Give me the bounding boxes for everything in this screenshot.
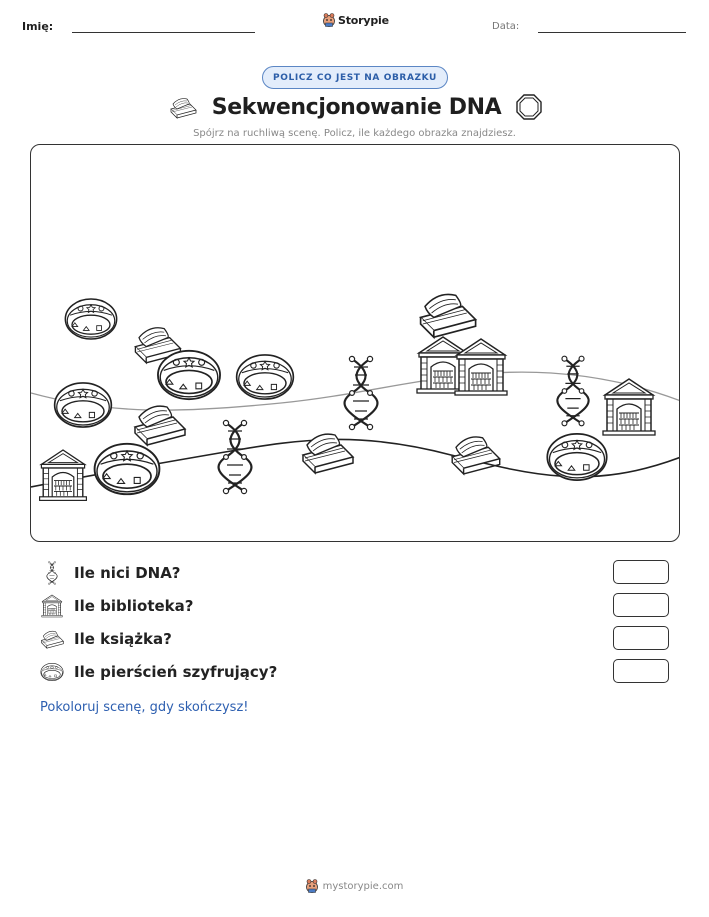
cipher-ring-icon [40, 662, 64, 682]
dna-icon [345, 356, 378, 429]
scene-illustration [31, 145, 680, 542]
library-icon [40, 450, 87, 500]
busy-scene [30, 144, 680, 542]
cipher-ring-icon [55, 383, 112, 427]
storypie-mascot-icon [323, 13, 335, 27]
storypie-mascot-icon [306, 879, 318, 893]
library-icon [603, 379, 655, 435]
brand-logo [323, 13, 389, 27]
coloring-note: Pokoloruj scenę, gdy skończysz! [40, 700, 249, 715]
cipher-ring-icon [547, 434, 606, 480]
activity-badge: POLICZ CO JEST NA OBRAZKU [262, 66, 448, 89]
question-text: Ile biblioteka? [74, 597, 194, 615]
answer-box-dna[interactable] [613, 560, 669, 584]
book-icon [135, 406, 185, 445]
name-label: Imię: [22, 20, 54, 33]
question-text: Ile książka? [74, 630, 172, 648]
cipher-ring-icon [158, 351, 220, 399]
answer-box-library[interactable] [613, 593, 669, 617]
date-label: Data: [492, 21, 520, 32]
question-row-dna [40, 561, 670, 585]
name-input-line[interactable] [72, 32, 255, 33]
instructions: Spójrz na ruchliwą scenę. Policz, ile każdego obrazka znajdziesz. [193, 128, 516, 139]
cipher-ring-icon [95, 444, 160, 494]
book-icon [452, 437, 500, 474]
title-row [168, 92, 543, 122]
date-input-line[interactable] [538, 32, 686, 33]
cipher-ring-icon [65, 299, 116, 339]
book-icon [421, 294, 476, 337]
question-text: Ile nici DNA? [74, 564, 181, 582]
brand-name: Storypie [338, 13, 389, 27]
library-icon [455, 339, 507, 395]
cipher-ring-icon [237, 355, 294, 399]
dna-icon [45, 561, 59, 585]
book-icon [40, 629, 64, 649]
answer-box-book[interactable] [613, 626, 669, 650]
dna-icon [557, 356, 588, 426]
library-icon [41, 594, 63, 618]
question-row-library [40, 594, 670, 618]
stop-sign-icon [515, 93, 543, 121]
question-text: Ile pierścień szyfrujący? [74, 663, 278, 681]
site-url[interactable]: mystorypie.com [322, 880, 404, 892]
dna-icon [219, 420, 252, 493]
site-footer [0, 879, 709, 893]
question-row-book [40, 627, 670, 651]
question-row-ring [40, 660, 670, 684]
book-icon [168, 95, 198, 119]
page-title: Sekwencjonowanie DNA [211, 94, 502, 120]
answer-box-ring[interactable] [613, 659, 669, 683]
